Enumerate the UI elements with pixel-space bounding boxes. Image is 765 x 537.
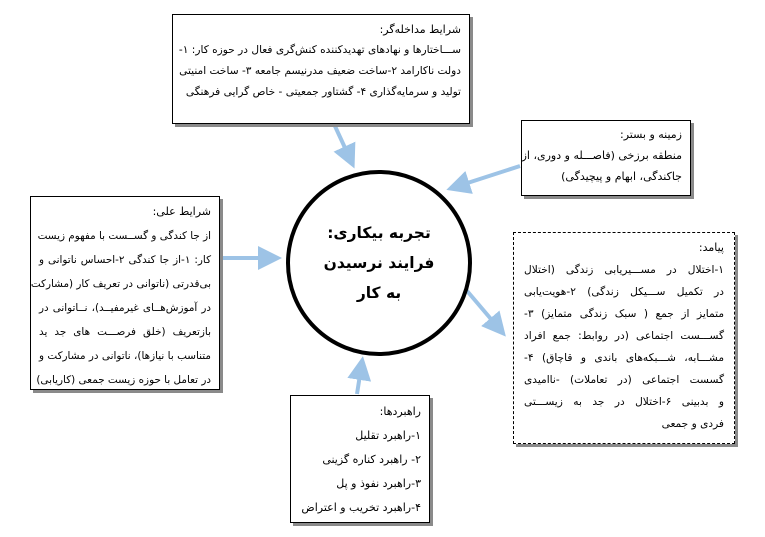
strategy-item: ۲- راهبرد کناره گزینی — [322, 453, 421, 466]
consequences-line: ۱-اختلال در مســـیریابی زندگی (اختلال — [524, 264, 724, 276]
strategy-item: ۳-راهبرد نفوذ و پل — [336, 477, 421, 490]
context-line: جاکندگی، ابهام و پیچیدگی) — [561, 170, 682, 183]
causal-conditions-line: از جا کندگی و گســست با مفهوم زیست — [37, 230, 211, 242]
causal-conditions-line: در آموزش‌هــای غیرمفیــد)، نــاتوانی در — [39, 302, 211, 314]
arrow-intervening-to-center — [334, 124, 352, 163]
consequences-line: فردی و جمعی — [661, 418, 724, 430]
core-category-line: به کار — [356, 284, 402, 302]
strategy-item: ۱-راهبرد تقلیل — [355, 429, 421, 442]
arrow-center-to-consequences — [462, 285, 502, 332]
strategies-box — [290, 395, 430, 523]
intervening-conditions-line: دولت ناکارامد ۲-ساخت ضعیف مدرنیسم جامعه ۳- ساخت امنیتی — [179, 65, 461, 77]
causal-conditions-line: کار: ۱-از جا کندگی ۲-احساس ناتوانی و — [39, 254, 212, 266]
core-category-line: تجربه بیکاری: — [327, 224, 431, 242]
consequences-line: گســـست اجتماعی (در روابط: جمع افراد — [524, 330, 724, 342]
core-category-line: فرایند نرسیدن — [323, 254, 435, 272]
causal-conditions-line: بی‌قدرتی (ناتوانی در تعریف کار (مشارکت — [30, 278, 211, 290]
intervening-conditions-box — [172, 14, 470, 124]
consequences-line: متمایز از جمع ( سبک زندگی متمایز) ۳- — [524, 308, 724, 320]
intervening-conditions-line: ســـاختارها و نهادهای تهدیدکننده کنش‌گری فعال در حوزه کار: ۱- — [178, 44, 461, 56]
consequences-line: گسست اجتماعی (در تعاملات) -ناامیدی — [524, 374, 724, 386]
consequences-line: در تکمیل ســـیکل زندگی) ۲-هویت‌یابی — [524, 286, 724, 298]
intervening-conditions-title: شرایط مداخله‌گر: — [379, 23, 461, 36]
causal-conditions-box — [30, 196, 220, 390]
causal-conditions-line: بازتعریف (خلق فرصـــت های جد ید — [39, 326, 211, 338]
causal-conditions-title: شرایط علی: — [152, 205, 211, 218]
context-line: منطقه برزخی (فاصـــله و دوری، از — [521, 149, 682, 162]
context-title: زمینه و بستر: — [619, 128, 682, 141]
core-category-circle — [286, 170, 472, 356]
consequences-line: و بدبینی ۶-اختلال در جد به زیســـتی — [524, 396, 724, 408]
strategies-title: راهبردها: — [379, 405, 421, 418]
intervening-conditions-line: تولید و سرمایه‌گذاری ۴- گشتاور جمعیتی - خاص گرایی فرهنگی — [185, 86, 461, 98]
strategy-item: ۴-راهبرد تخریب و اعتراض — [301, 501, 421, 514]
causal-conditions-line: در تعامل با حوزه زیست جمعی (کاریابی) — [36, 374, 211, 386]
consequences-title: پیامد: — [698, 241, 724, 254]
consequences-line: مشـــابه، شـــبکه‌های باندی و قاچاق) ۴- — [524, 352, 724, 364]
arrow-strategies-to-center — [357, 362, 362, 394]
consequences-box — [513, 232, 735, 444]
context-box — [521, 120, 691, 196]
causal-conditions-line: متناسب با نیازها)، ناتوانی در مشارکت و — [39, 350, 211, 362]
arrow-context-to-center — [452, 166, 520, 188]
